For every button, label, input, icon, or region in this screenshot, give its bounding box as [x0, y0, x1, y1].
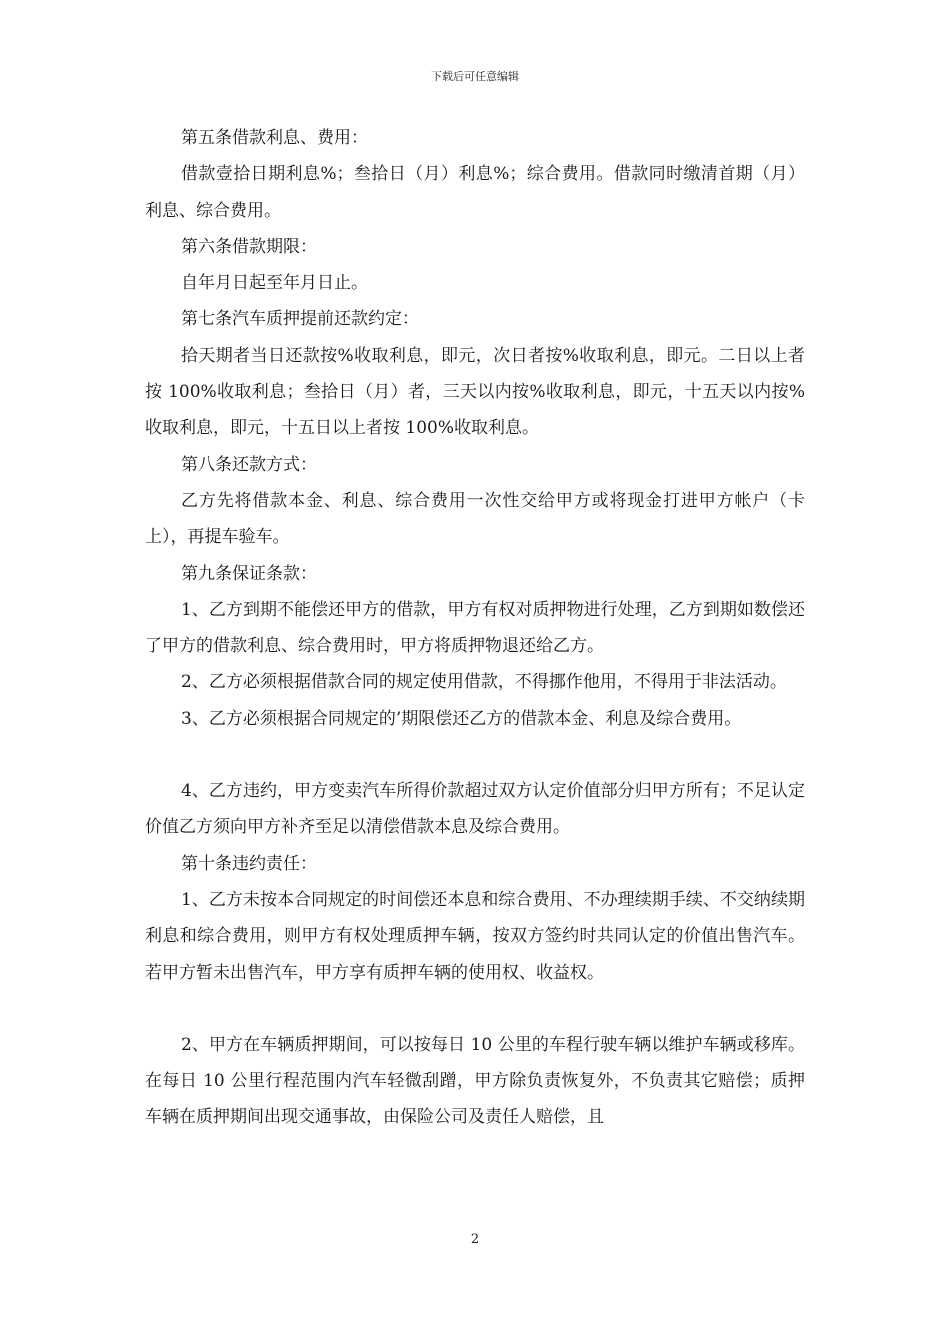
article-8-text: 乙方先将借款本金、利息、综合费用一次性交给甲方或将现金打进甲方帐户（卡上），再提车验车。	[145, 490, 805, 548]
article-9-clause-1: 1、乙方到期不能偿还甲方的借款，甲方有权对质押物进行处理，乙方到期如数偿还了甲方的借款利息、综合费用时，甲方将质押物退还给乙方。	[145, 599, 805, 657]
article-7-heading: 第七条汽车质押提前还款约定：	[181, 309, 419, 330]
article-10-heading: 第十条违约责任：	[181, 853, 317, 874]
article-7-text: 拾天期者当日还款按%收取利息，即元，次日者按%收取利息，即元。二日以上者按 100%收取利息；叁拾日（月）者，三天以内按%收取利息，即元，十五天以内按%收取利息，即元，十五日以上者按 100%收取利息。	[145, 345, 805, 439]
header-note: 下载后可任意编辑	[431, 70, 519, 83]
article-9-clause-3: 3、乙方必须根据合同规定的’期限偿还乙方的借款本金、利息及综合费用。	[181, 708, 742, 729]
article-9-clause-2: 2、乙方必须根据借款合同的规定使用借款，不得挪作他用，不得用于非法活动。	[181, 672, 787, 693]
article-6-text: 自年月日起至年月日止。	[181, 273, 368, 294]
document-body	[145, 120, 805, 1136]
article-10-clause-1: 1、乙方未按本合同规定的时间偿还本息和综合费用、不办理续期手续、不交纳续期利息和综合费用，则甲方有权处理质押车辆，按双方签约时共同认定的价值出售汽车。若甲方暂未出售汽车，甲方享有质押车辆的使用权、收益权。	[145, 889, 805, 983]
article-8-heading: 第八条还款方式：	[181, 454, 317, 475]
article-5-text: 借款壹拾日期利息%；叁拾日（月）利息%；综合费用。借款同时缴清首期（月）利息、综合费用。	[145, 164, 805, 221]
page-number: 2	[470, 1232, 480, 1247]
article-9-heading: 第九条保证条款：	[181, 563, 317, 584]
article-6-heading: 第六条借款期限：	[181, 236, 317, 257]
article-9-clause-4: 4、乙方违约，甲方变卖汽车所得价款超过双方认定价值部分归甲方所有；不足认定价值乙方须向甲方补齐至足以清偿借款本息及综合费用。	[145, 781, 805, 838]
article-10-clause-2: 2、甲方在车辆质押期间，可以按每日 10 公里的车程行驶车辆以维护车辆或移库。在每日 10 公里行程范围内汽车轻微刮蹭，甲方除负责恢复外，不负责其它赔偿；质押车辆在质押期间出现交通事故，由保险公司及责任人赔偿，且	[145, 1034, 805, 1128]
article-5-heading: 第五条借款利息、费用：	[181, 128, 368, 148]
